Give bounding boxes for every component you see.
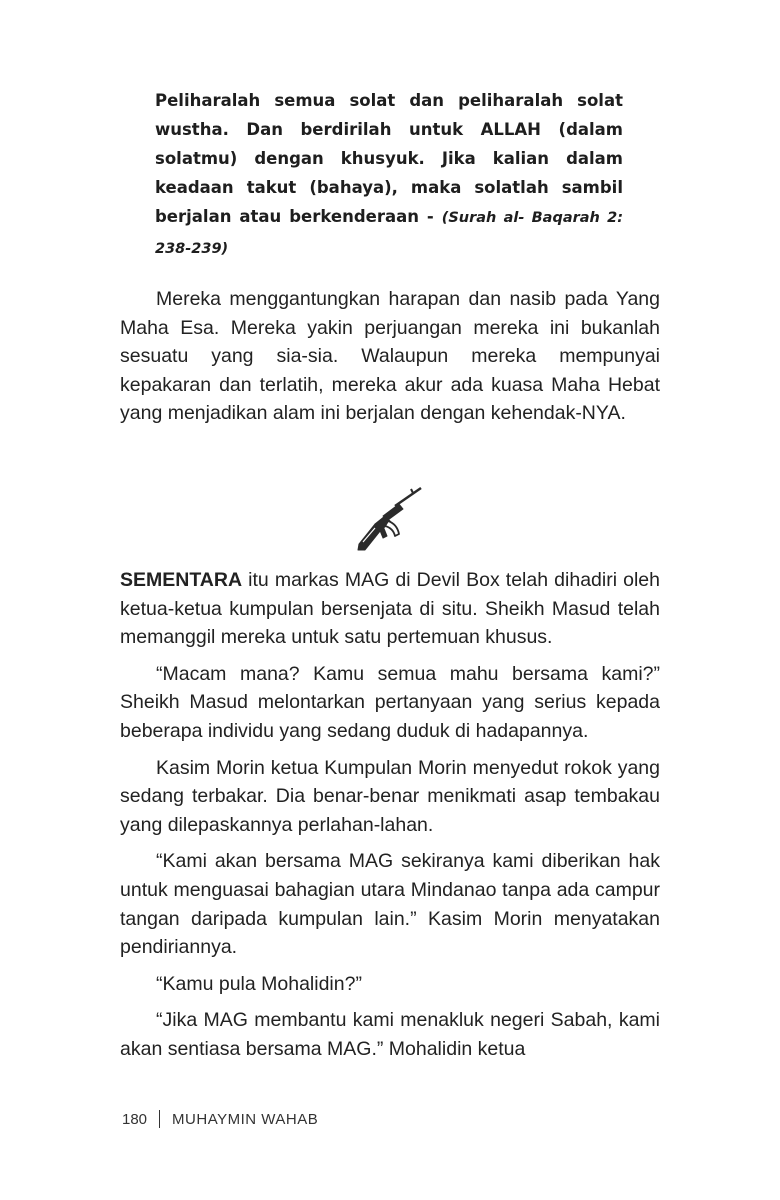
paragraph-lead: [120, 566, 660, 652]
lead-word: SEMENTARA: [120, 569, 243, 591]
section-2: [120, 566, 660, 1072]
section-1: [120, 285, 660, 436]
paragraph: Mereka menggantungkan harapan dan nasib pada Yang Maha Esa. Mereka yakin perjuangan mereka ini bukanlah sesuatu yang sia-sia. Walaupun mereka mempunyai kepakaran dan terlatih, mereka akur ada kuasa Maha Hebat yang menjadikan alam ini berjalan dengan kehendak-NYA.: [120, 288, 660, 425]
page-number: 180: [122, 1110, 148, 1128]
quote-text: Peliharalah semua solat dan peliharalah solat wustha. Dan berdirilah untuk ALLAH (dalam solatmu) dengan khusyuk. Jika kalian dalam keadaan takut (bahaya), maka solatlah sambil berjalan atau berkenderaan -: [155, 91, 623, 226]
footer-divider: [159, 1110, 160, 1128]
quran-quote: [155, 86, 623, 264]
author-name: MUHAYMIN WAHAB: [172, 1110, 319, 1128]
paragraph: “Jika MAG membantu kami menakluk negeri Sabah, kami akan sentiasa bersama MAG.” Mohalidin ketua: [120, 1009, 660, 1060]
lead-rest: itu markas MAG di Devil Box telah dihadiri oleh ketua-ketua kumpulan bersenjata di situ. Sheikh Masud telah memanggil mereka untuk satu pertemuan khusus.: [120, 569, 660, 649]
paragraph: “Kami akan bersama MAG sekiranya kami diberikan hak untuk menguasai bahagian utara Mindanao tanpa ada campur tangan daripada kumpulan lain.” Kasim Morin menyatakan pendiriannya.: [120, 850, 660, 959]
paragraph: Kasim Morin ketua Kumpulan Morin menyedut rokok yang sedang terbakar. Dia benar-benar menikmati asap tembakau yang dilepaskannya perlahan-lahan.: [120, 756, 660, 836]
quote-citation: (Surah al- Baqarah 2: 238-239): [155, 210, 623, 257]
paragraph: “Macam mana? Kamu semua mahu bersama kami?” Sheikh Masud melontarkan pertanyaan yang serius kepada beberapa individu yang sedang duduk di hadapannya.: [120, 662, 660, 742]
page-footer: [122, 1110, 318, 1128]
rifle-icon: [355, 484, 427, 552]
paragraph: “Kamu pula Mohalidin?”: [156, 972, 362, 995]
